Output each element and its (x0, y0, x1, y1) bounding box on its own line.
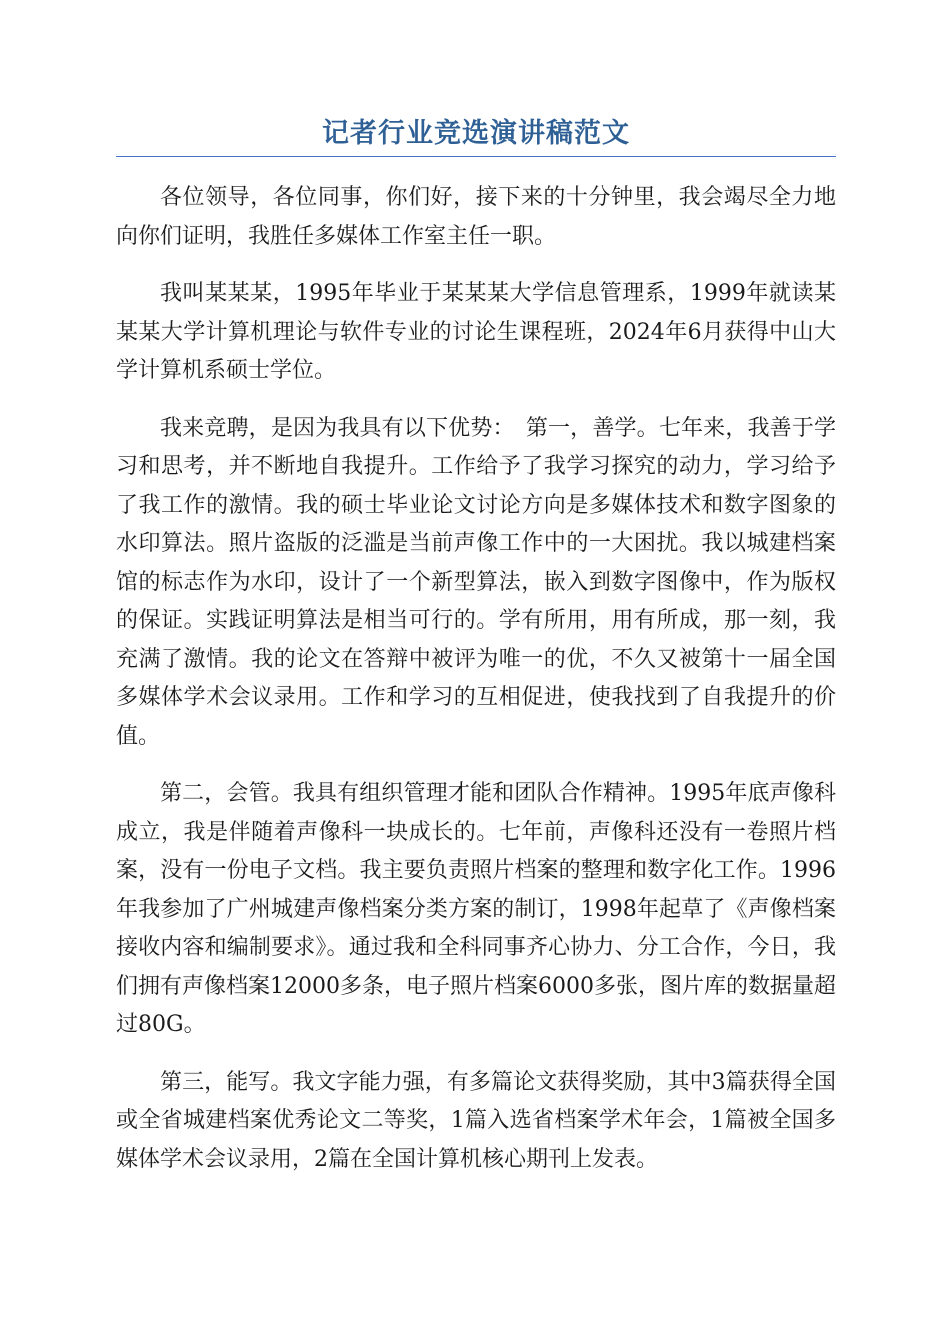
document-body (116, 179, 836, 1179)
paragraph-advantage-management: 第二，会管。我具有组织管理才能和团队合作精神。1995年底声像科成立，我是伴随着声像科一块成长的。七年前，声像科还没有一卷照片档案，没有一份电子文档。我主要负责照片档案的整理和数字化工作。1996年我参加了广州城建声像档案分类方案的制订，1998年起草了《声像档案接收内容和编制要求》。通过我和全科同事齐心协力、分工合作，今日，我们拥有声像档案12000多条，电子照片档案6000多张，图片库的数据量超过80G。 (116, 781, 836, 1037)
document-title: 记者行业竞选演讲稿范文 (322, 118, 630, 149)
paragraph-advantage-learning: 我来竞聘，是因为我具有以下优势： 第一，善学。七年来，我善于学习和思考，并不断地自我提升。工作给予了我学习探究的动力，学习给予了我工作的激情。我的硕士毕业论文讨论方向是多媒体技术和数字图象的水印算法。照片盗版的泛滥是当前声像工作中的一大困扰。我以城建档案馆的标志作为水印，设计了一个新型算法，嵌入到数字图像中，作为版权的保证。实践证明算法是相当可行的。学有所用，用有所成，那一刻，我充满了激情。我的论文在答辩中被评为唯一的优，不久又被第十一届全国多媒体学术会议录用。工作和学习的互相促进，使我找到了自我提升的价值。 (116, 415, 836, 749)
paragraph-advantage-writing: 第三，能写。我文字能力强，有多篇论文获得奖励，其中3篇获得全国或全省城建档案优秀论文二等奖，1篇入选省档案学术年会，1篇被全国多媒体学术会议录用，2篇在全国计算机核心期刊上发表。 (116, 1069, 836, 1172)
title-underline (116, 156, 836, 157)
paragraph-greeting: 各位领导，各位同事，你们好，接下来的十分钟里，我会竭尽全力地向你们证明，我胜任多媒体工作室主任一职。 (116, 185, 836, 249)
paragraph-background: 我叫某某某，1995年毕业于某某某大学信息管理系，1999年就读某某某大学计算机理论与软件专业的讨论生课程班，2024年6月获得中山大学计算机系硕士学位。 (116, 281, 836, 383)
document-page (116, 0, 836, 1198)
